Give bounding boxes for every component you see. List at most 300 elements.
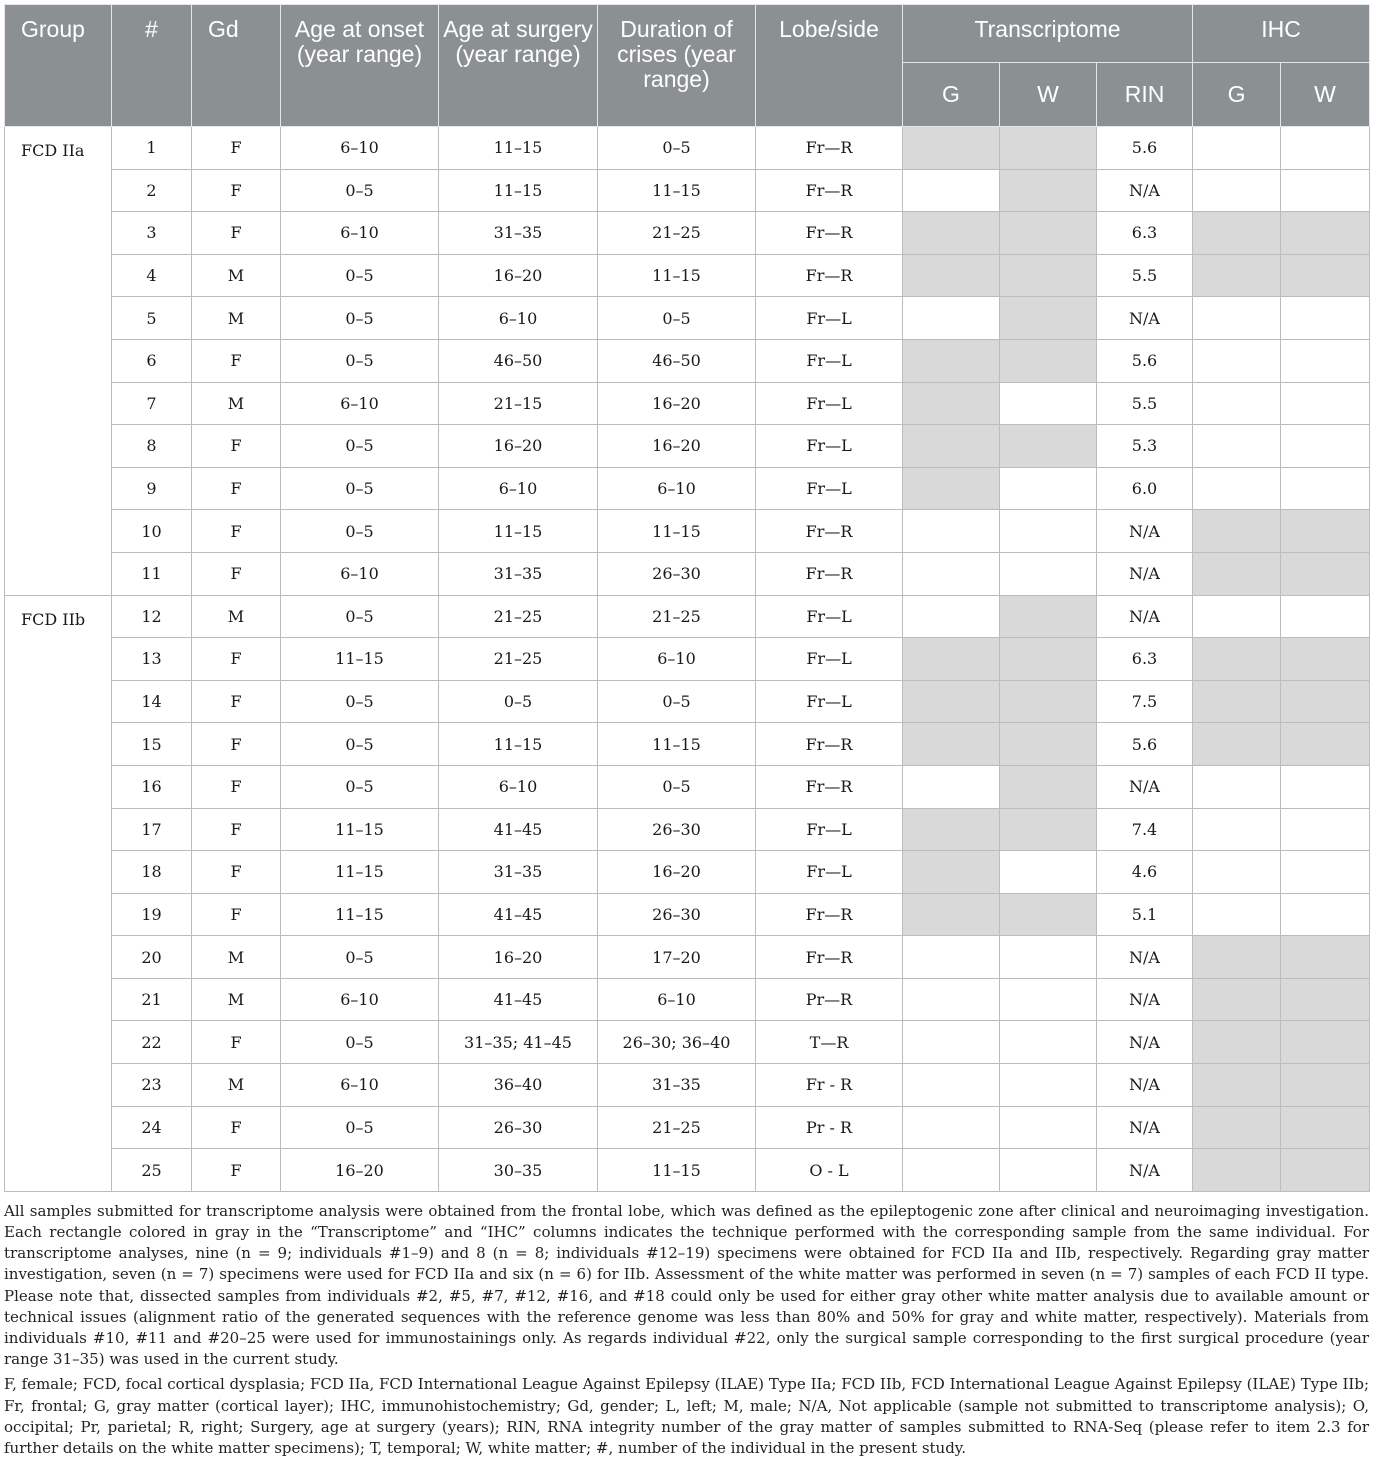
cell-lobe-side: Pr—R xyxy=(756,978,903,1021)
table-row xyxy=(5,425,1370,468)
cell-age-onset: 6–10 xyxy=(281,212,439,255)
cell-number: 21 xyxy=(112,978,192,1021)
table-row xyxy=(5,382,1370,425)
cell-duration: 26–30 xyxy=(598,893,756,936)
cell-transcriptome-g xyxy=(903,382,1000,425)
cell-transcriptome-g xyxy=(903,851,1000,894)
cell-rin: 5.5 xyxy=(1097,254,1193,297)
table-row xyxy=(5,1064,1370,1107)
cell-ihc-g xyxy=(1193,851,1281,894)
col-header-group: Group xyxy=(5,5,112,127)
cell-transcriptome-w xyxy=(1000,680,1097,723)
cell-duration: 11–15 xyxy=(598,723,756,766)
table-row xyxy=(5,978,1370,1021)
cell-duration: 6–10 xyxy=(598,467,756,510)
cell-age-onset: 0–5 xyxy=(281,723,439,766)
cell-transcriptome-w xyxy=(1000,1149,1097,1192)
table-row xyxy=(5,680,1370,723)
table-footnotes xyxy=(4,1201,1369,1459)
cell-age-surgery: 41–45 xyxy=(439,808,598,851)
cell-age-onset: 0–5 xyxy=(281,1106,439,1149)
cell-ihc-g xyxy=(1193,339,1281,382)
cell-age-onset: 0–5 xyxy=(281,339,439,382)
cell-ihc-g xyxy=(1193,638,1281,681)
cell-ihc-w xyxy=(1281,893,1370,936)
cell-age-onset: 11–15 xyxy=(281,893,439,936)
cell-gender: F xyxy=(192,169,281,212)
col-header-ihc: IHC xyxy=(1193,5,1370,63)
table-row xyxy=(5,936,1370,979)
cell-ihc-g xyxy=(1193,765,1281,808)
cell-ihc-g xyxy=(1193,978,1281,1021)
cell-transcriptome-g xyxy=(903,169,1000,212)
cell-rin: 5.6 xyxy=(1097,723,1193,766)
cell-transcriptome-g xyxy=(903,1021,1000,1064)
cell-ihc-w xyxy=(1281,723,1370,766)
cell-number: 17 xyxy=(112,808,192,851)
cell-ihc-g xyxy=(1193,127,1281,170)
cell-duration: 11–15 xyxy=(598,510,756,553)
cell-transcriptome-g xyxy=(903,638,1000,681)
cell-transcriptome-g xyxy=(903,723,1000,766)
cell-age-surgery: 31–35; 41–45 xyxy=(439,1021,598,1064)
cell-number: 5 xyxy=(112,297,192,340)
cell-age-onset: 0–5 xyxy=(281,765,439,808)
cell-rin: N/A xyxy=(1097,1149,1193,1192)
cell-lobe-side: Fr—R xyxy=(756,510,903,553)
cell-ihc-w xyxy=(1281,1064,1370,1107)
cell-rin: 5.6 xyxy=(1097,127,1193,170)
table-row xyxy=(5,595,1370,638)
cell-gender: F xyxy=(192,127,281,170)
cell-age-onset: 6–10 xyxy=(281,382,439,425)
col-header-lobe-side: Lobe/side xyxy=(756,5,903,127)
cell-age-onset: 16–20 xyxy=(281,1149,439,1192)
cell-age-surgery: 31–35 xyxy=(439,851,598,894)
cell-lobe-side: O - L xyxy=(756,1149,903,1192)
table-row xyxy=(5,1106,1370,1149)
cell-number: 15 xyxy=(112,723,192,766)
cell-age-onset: 6–10 xyxy=(281,552,439,595)
col-header-duration: Duration of crises (year range) xyxy=(598,5,756,127)
cell-duration: 21–25 xyxy=(598,595,756,638)
cell-age-onset: 11–15 xyxy=(281,808,439,851)
table-row xyxy=(5,638,1370,681)
cell-number: 10 xyxy=(112,510,192,553)
cell-lobe-side: Fr—R xyxy=(756,765,903,808)
cell-lobe-side: Fr—R xyxy=(756,254,903,297)
cell-age-onset: 0–5 xyxy=(281,510,439,553)
cell-rin: 6.3 xyxy=(1097,212,1193,255)
table-row xyxy=(5,254,1370,297)
cell-gender: M xyxy=(192,254,281,297)
cell-rin: 7.5 xyxy=(1097,680,1193,723)
cell-gender: M xyxy=(192,382,281,425)
cell-ihc-g xyxy=(1193,680,1281,723)
cell-age-onset: 0–5 xyxy=(281,254,439,297)
cell-age-surgery: 21–15 xyxy=(439,382,598,425)
cell-age-onset: 0–5 xyxy=(281,936,439,979)
cell-duration: 17–20 xyxy=(598,936,756,979)
cell-ihc-g xyxy=(1193,893,1281,936)
cell-duration: 26–30 xyxy=(598,552,756,595)
cell-ihc-w xyxy=(1281,1106,1370,1149)
cell-age-surgery: 0–5 xyxy=(439,680,598,723)
cell-transcriptome-g xyxy=(903,254,1000,297)
cell-transcriptome-w xyxy=(1000,808,1097,851)
cell-transcriptome-w xyxy=(1000,510,1097,553)
cell-age-surgery: 6–10 xyxy=(439,467,598,510)
cell-rin: 4.6 xyxy=(1097,851,1193,894)
cell-age-onset: 0–5 xyxy=(281,595,439,638)
table-row xyxy=(5,765,1370,808)
cell-number: 11 xyxy=(112,552,192,595)
cell-number: 8 xyxy=(112,425,192,468)
cell-transcriptome-g xyxy=(903,552,1000,595)
cell-duration: 16–20 xyxy=(598,425,756,468)
cell-transcriptome-g xyxy=(903,680,1000,723)
cell-number: 22 xyxy=(112,1021,192,1064)
cell-lobe-side: Fr—R xyxy=(756,169,903,212)
cell-gender: F xyxy=(192,552,281,595)
cell-ihc-g xyxy=(1193,425,1281,468)
cell-ihc-g xyxy=(1193,1021,1281,1064)
cell-transcriptome-w xyxy=(1000,936,1097,979)
cell-lobe-side: Fr—L xyxy=(756,382,903,425)
cell-rin: 5.1 xyxy=(1097,893,1193,936)
cell-age-surgery: 21–25 xyxy=(439,595,598,638)
cell-rin: 7.4 xyxy=(1097,808,1193,851)
cell-transcriptome-w xyxy=(1000,467,1097,510)
cell-age-surgery: 16–20 xyxy=(439,936,598,979)
cell-ihc-w xyxy=(1281,978,1370,1021)
samples-table xyxy=(4,4,1370,1192)
cell-lobe-side: Fr—L xyxy=(756,851,903,894)
cell-lobe-side: Pr - R xyxy=(756,1106,903,1149)
cell-age-onset: 0–5 xyxy=(281,169,439,212)
cell-lobe-side: Fr—L xyxy=(756,297,903,340)
cell-ihc-g xyxy=(1193,595,1281,638)
cell-rin: 6.0 xyxy=(1097,467,1193,510)
cell-ihc-w xyxy=(1281,425,1370,468)
cell-ihc-w xyxy=(1281,212,1370,255)
cell-rin: N/A xyxy=(1097,765,1193,808)
cell-gender: F xyxy=(192,893,281,936)
cell-gender: M xyxy=(192,595,281,638)
cell-lobe-side: Fr—L xyxy=(756,339,903,382)
cell-age-onset: 0–5 xyxy=(281,297,439,340)
cell-number: 1 xyxy=(112,127,192,170)
cell-lobe-side: Fr—L xyxy=(756,680,903,723)
table-row xyxy=(5,169,1370,212)
cell-gender: F xyxy=(192,339,281,382)
cell-lobe-side: Fr—L xyxy=(756,638,903,681)
col-header-age-surgery: Age at surgery (year range) xyxy=(439,5,598,127)
cell-duration: 0–5 xyxy=(598,297,756,340)
cell-gender: F xyxy=(192,808,281,851)
cell-ihc-w xyxy=(1281,851,1370,894)
cell-ihc-w xyxy=(1281,595,1370,638)
cell-gender: F xyxy=(192,1106,281,1149)
cell-lobe-side: Fr - R xyxy=(756,1064,903,1107)
cell-rin: N/A xyxy=(1097,1021,1193,1064)
cell-number: 20 xyxy=(112,936,192,979)
cell-rin: 5.6 xyxy=(1097,339,1193,382)
cell-ihc-g xyxy=(1193,552,1281,595)
cell-rin: N/A xyxy=(1097,936,1193,979)
table-row xyxy=(5,1021,1370,1064)
cell-duration: 21–25 xyxy=(598,1106,756,1149)
cell-transcriptome-g xyxy=(903,127,1000,170)
cell-transcriptome-g xyxy=(903,1064,1000,1107)
cell-duration: 6–10 xyxy=(598,638,756,681)
cell-number: 23 xyxy=(112,1064,192,1107)
col-header-gender: Gd xyxy=(192,5,281,127)
cell-transcriptome-g xyxy=(903,1106,1000,1149)
cell-age-surgery: 6–10 xyxy=(439,297,598,340)
cell-transcriptome-g xyxy=(903,808,1000,851)
cell-rin: N/A xyxy=(1097,297,1193,340)
col-header-number: # xyxy=(112,5,192,127)
cell-rin: N/A xyxy=(1097,510,1193,553)
cell-ihc-w xyxy=(1281,254,1370,297)
cell-transcriptome-w xyxy=(1000,127,1097,170)
subheader-transcriptome-rin: RIN xyxy=(1097,63,1193,127)
cell-ihc-g xyxy=(1193,1106,1281,1149)
cell-number: 24 xyxy=(112,1106,192,1149)
cell-gender: M xyxy=(192,978,281,1021)
cell-age-surgery: 11–15 xyxy=(439,169,598,212)
cell-lobe-side: Fr—R xyxy=(756,936,903,979)
cell-transcriptome-g xyxy=(903,425,1000,468)
cell-ihc-w xyxy=(1281,127,1370,170)
cell-gender: F xyxy=(192,680,281,723)
cell-transcriptome-g xyxy=(903,765,1000,808)
cell-lobe-side: Fr—R xyxy=(756,127,903,170)
cell-duration: 21–25 xyxy=(598,212,756,255)
cell-transcriptome-g xyxy=(903,893,1000,936)
cell-number: 25 xyxy=(112,1149,192,1192)
table-body xyxy=(5,127,1370,1192)
cell-number: 18 xyxy=(112,851,192,894)
cell-gender: F xyxy=(192,212,281,255)
cell-ihc-g xyxy=(1193,723,1281,766)
cell-transcriptome-w xyxy=(1000,1106,1097,1149)
cell-transcriptome-w xyxy=(1000,552,1097,595)
cell-transcriptome-w xyxy=(1000,212,1097,255)
cell-gender: F xyxy=(192,425,281,468)
cell-ihc-g xyxy=(1193,808,1281,851)
cell-duration: 0–5 xyxy=(598,680,756,723)
cell-ihc-w xyxy=(1281,808,1370,851)
cell-transcriptome-g xyxy=(903,510,1000,553)
cell-rin: N/A xyxy=(1097,595,1193,638)
cell-ihc-w xyxy=(1281,552,1370,595)
cell-number: 14 xyxy=(112,680,192,723)
table-row xyxy=(5,893,1370,936)
cell-rin: N/A xyxy=(1097,1064,1193,1107)
col-header-age-onset: Age at onset (year range) xyxy=(281,5,439,127)
cell-duration: 26–30; 36–40 xyxy=(598,1021,756,1064)
cell-ihc-w xyxy=(1281,680,1370,723)
cell-lobe-side: Fr—L xyxy=(756,425,903,468)
cell-transcriptome-w xyxy=(1000,893,1097,936)
cell-age-onset: 0–5 xyxy=(281,1021,439,1064)
cell-number: 9 xyxy=(112,467,192,510)
cell-ihc-g xyxy=(1193,169,1281,212)
cell-gender: M xyxy=(192,936,281,979)
cell-duration: 26–30 xyxy=(598,808,756,851)
table-header xyxy=(5,5,1370,127)
cell-transcriptome-g xyxy=(903,467,1000,510)
cell-number: 4 xyxy=(112,254,192,297)
cell-transcriptome-w xyxy=(1000,638,1097,681)
footnote-abbreviations: F, female; FCD, focal cortical dysplasia; FCD IIa, FCD International League Against Epilepsy (ILAE) Type IIa; FCD IIb, FCD International League Against Epilepsy (ILAE) Type IIb; Fr, frontal; G, gray matter (cortical layer); IHC, immunohistochemistry; Gd, gender; L, left; M, male; N/A, Not applicable (sample not submitted to transcriptome analysis); O, occipital; Pr, parietal; R, right; Surgery, age at surgery (years); RIN, RNA integrity number of the gray matter of samples submitted to RNA-Seq (please refer to item 2.3 for further details on the white matter specimens); T, temporal; W, white matter; #, number of the individual in the present study. xyxy=(4,1375,1369,1458)
cell-ihc-w xyxy=(1281,1021,1370,1064)
cell-age-surgery: 30–35 xyxy=(439,1149,598,1192)
cell-age-onset: 11–15 xyxy=(281,638,439,681)
cell-transcriptome-w xyxy=(1000,169,1097,212)
cell-age-onset: 6–10 xyxy=(281,978,439,1021)
cell-transcriptome-g xyxy=(903,212,1000,255)
footnote-main: All samples submitted for transcriptome analysis were obtained from the frontal lobe, which was defined as the epileptogenic zone after clinical and neuroimaging investigation. Each rectangle colored in gray in the “Transcriptome” and “IHC” columns indicates the technique performed with the corresponding sample from the same individual. For transcriptome analyses, nine (n = 9; individuals #1–9) and 8 (n = 8; individuals #12–19) specimens were obtained for FCD IIa and IIb, respectively. Regarding gray matter investigation, seven (n = 7) specimens were used for FCD IIa and six (n = 6) for IIb. Assessment of the white matter was performed in seven (n = 7) samples of each FCD II type. Please note that, dissected samples from individuals #2, #5, #7, #12, #16, and #18 could only be used for either gray other white matter analysis due to available amount or technical issues (alignment ratio of the generated sequences with the reference genome was less than 80% and 50% for gray and white matter, respectively). Materials from individuals #10, #11 and #20–25 were used for immunostainings only. As regards individual #22, only the surgical sample corresponding to the first surgical procedure (year range 31–35) was used in the current study. xyxy=(4,1201,1369,1369)
subheader-transcriptome-w: W xyxy=(1000,63,1097,127)
cell-transcriptome-g xyxy=(903,339,1000,382)
cell-gender: F xyxy=(192,1149,281,1192)
cell-lobe-side: T—R xyxy=(756,1021,903,1064)
cell-transcriptome-w xyxy=(1000,595,1097,638)
cell-transcriptome-w xyxy=(1000,765,1097,808)
cell-transcriptome-w xyxy=(1000,425,1097,468)
cell-transcriptome-w xyxy=(1000,1064,1097,1107)
cell-ihc-w xyxy=(1281,638,1370,681)
subheader-transcriptome-g: G xyxy=(903,63,1000,127)
cell-transcriptome-w xyxy=(1000,1021,1097,1064)
cell-ihc-w xyxy=(1281,936,1370,979)
cell-transcriptome-g xyxy=(903,595,1000,638)
cell-age-onset: 0–5 xyxy=(281,680,439,723)
cell-rin: N/A xyxy=(1097,169,1193,212)
cell-age-surgery: 11–15 xyxy=(439,510,598,553)
cell-duration: 16–20 xyxy=(598,851,756,894)
cell-transcriptome-g xyxy=(903,936,1000,979)
cell-rin: N/A xyxy=(1097,978,1193,1021)
cell-gender: M xyxy=(192,1064,281,1107)
cell-transcriptome-w xyxy=(1000,851,1097,894)
cell-rin: 6.3 xyxy=(1097,638,1193,681)
cell-age-surgery: 31–35 xyxy=(439,212,598,255)
cell-lobe-side: Fr—L xyxy=(756,595,903,638)
cell-ihc-w xyxy=(1281,467,1370,510)
cell-ihc-g xyxy=(1193,1149,1281,1192)
cell-duration: 0–5 xyxy=(598,765,756,808)
cell-age-surgery: 26–30 xyxy=(439,1106,598,1149)
cell-duration: 6–10 xyxy=(598,978,756,1021)
cell-ihc-g xyxy=(1193,936,1281,979)
cell-duration: 11–15 xyxy=(598,1149,756,1192)
cell-transcriptome-g xyxy=(903,297,1000,340)
cell-duration: 46–50 xyxy=(598,339,756,382)
cell-duration: 16–20 xyxy=(598,382,756,425)
cell-ihc-g xyxy=(1193,254,1281,297)
cell-duration: 31–35 xyxy=(598,1064,756,1107)
cell-ihc-w xyxy=(1281,1149,1370,1192)
cell-ihc-w xyxy=(1281,765,1370,808)
table-row xyxy=(5,1149,1370,1192)
cell-age-surgery: 11–15 xyxy=(439,127,598,170)
cell-rin: N/A xyxy=(1097,552,1193,595)
cell-transcriptome-w xyxy=(1000,339,1097,382)
table-row xyxy=(5,297,1370,340)
cell-rin: 5.3 xyxy=(1097,425,1193,468)
cell-age-surgery: 46–50 xyxy=(439,339,598,382)
cell-duration: 0–5 xyxy=(598,127,756,170)
cell-age-surgery: 16–20 xyxy=(439,254,598,297)
cell-ihc-g xyxy=(1193,212,1281,255)
table-row xyxy=(5,851,1370,894)
cell-ihc-w xyxy=(1281,339,1370,382)
cell-ihc-w xyxy=(1281,297,1370,340)
cell-age-onset: 6–10 xyxy=(281,127,439,170)
cell-lobe-side: Fr—R xyxy=(756,552,903,595)
cell-duration: 11–15 xyxy=(598,169,756,212)
cell-ihc-g xyxy=(1193,297,1281,340)
cell-rin: N/A xyxy=(1097,1106,1193,1149)
cell-transcriptome-w xyxy=(1000,978,1097,1021)
cell-transcriptome-w xyxy=(1000,382,1097,425)
cell-age-onset: 0–5 xyxy=(281,425,439,468)
cell-transcriptome-w xyxy=(1000,254,1097,297)
cell-age-surgery: 36–40 xyxy=(439,1064,598,1107)
group-cell: FCD IIa xyxy=(5,127,112,596)
cell-ihc-g xyxy=(1193,510,1281,553)
cell-lobe-side: Fr—R xyxy=(756,893,903,936)
table-row xyxy=(5,339,1370,382)
cell-rin: 5.5 xyxy=(1097,382,1193,425)
group-cell: FCD IIb xyxy=(5,595,112,1191)
table-row xyxy=(5,212,1370,255)
cell-gender: F xyxy=(192,467,281,510)
cell-ihc-g xyxy=(1193,382,1281,425)
cell-number: 13 xyxy=(112,638,192,681)
cell-number: 12 xyxy=(112,595,192,638)
cell-ihc-w xyxy=(1281,169,1370,212)
cell-lobe-side: Fr—R xyxy=(756,723,903,766)
cell-number: 2 xyxy=(112,169,192,212)
cell-gender: F xyxy=(192,723,281,766)
cell-age-surgery: 16–20 xyxy=(439,425,598,468)
cell-number: 6 xyxy=(112,339,192,382)
cell-ihc-w xyxy=(1281,382,1370,425)
subheader-ihc-w: W xyxy=(1281,63,1370,127)
cell-number: 3 xyxy=(112,212,192,255)
cell-ihc-g xyxy=(1193,1064,1281,1107)
table-row xyxy=(5,510,1370,553)
cell-number: 7 xyxy=(112,382,192,425)
cell-age-surgery: 41–45 xyxy=(439,893,598,936)
cell-duration: 11–15 xyxy=(598,254,756,297)
cell-age-onset: 11–15 xyxy=(281,851,439,894)
table-row xyxy=(5,127,1370,170)
cell-number: 16 xyxy=(112,765,192,808)
cell-gender: F xyxy=(192,1021,281,1064)
col-header-transcriptome: Transcriptome xyxy=(903,5,1193,63)
cell-number: 19 xyxy=(112,893,192,936)
cell-age-onset: 6–10 xyxy=(281,1064,439,1107)
cell-ihc-w xyxy=(1281,510,1370,553)
cell-lobe-side: Fr—L xyxy=(756,467,903,510)
table-container xyxy=(4,4,1369,1463)
